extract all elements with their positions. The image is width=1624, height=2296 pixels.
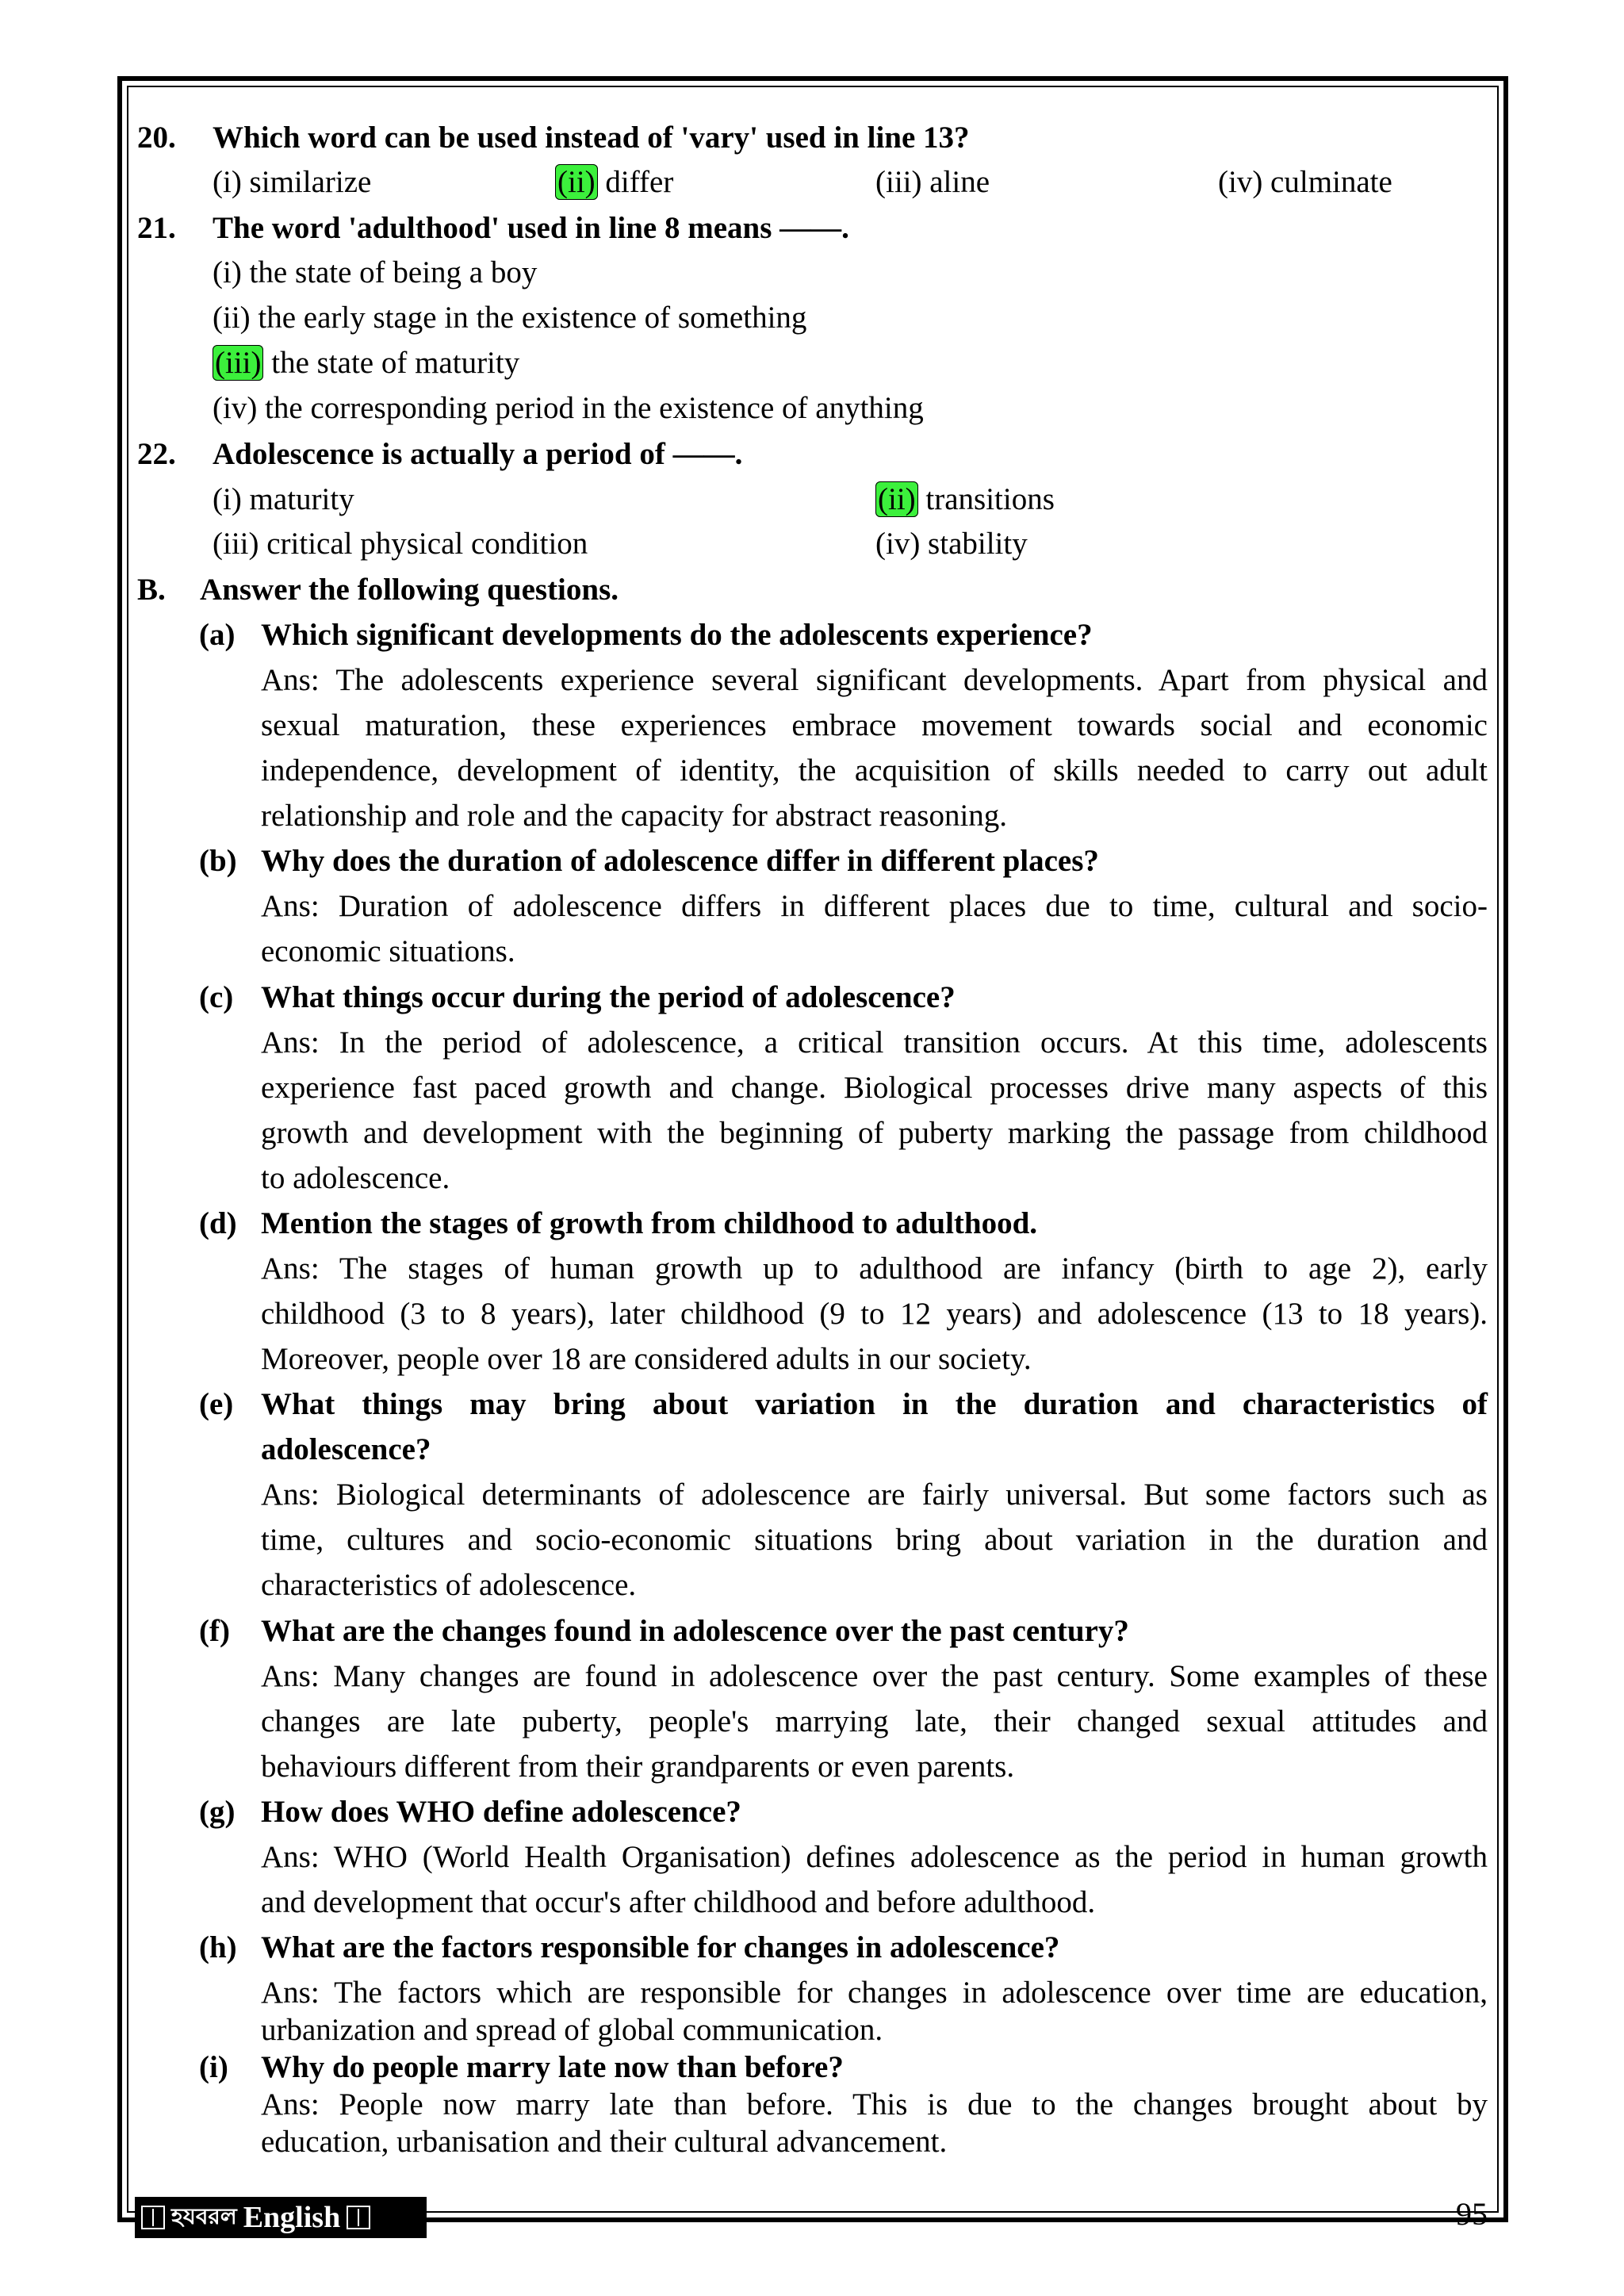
subquestion-text: What things occur during the period of adolescence? xyxy=(261,980,956,1014)
answer-line: changes are late puberty, people's marrying late, their changed sexual attitudes and xyxy=(261,1704,1488,1738)
question-number: 20. xyxy=(137,121,176,155)
section-title: Answer the following questions. xyxy=(200,573,619,607)
option: (i) maturity xyxy=(213,482,354,516)
book-icon xyxy=(347,2206,370,2229)
subquestion-label: (c) xyxy=(199,980,234,1014)
answer-line: Ans: WHO (World Health Organisation) defines adolescence as the period in human growth xyxy=(261,1840,1488,1874)
brand-english: English xyxy=(243,2201,341,2234)
question-number: 21. xyxy=(137,211,176,245)
answer-line: childhood (3 to 8 years), later childhood (9 to 12 years) and adolescence (13 to 18 years). xyxy=(261,1297,1488,1331)
answer-line: Moreover, people over 18 are considered adults in our society. xyxy=(261,1342,1032,1376)
option: (i) the state of being a boy xyxy=(213,255,538,289)
question-text: The word 'adulthood' used in line 8 means ——. xyxy=(213,211,849,245)
answer-line: growth and development with the beginning of puberty marking the passage from childhood xyxy=(261,1116,1488,1150)
question-text: Adolescence is actually a period of ——. xyxy=(213,437,743,471)
answer-line: Ans: The adolescents experience several significant developments. Apart from physical and xyxy=(261,663,1488,697)
subquestion-label: (a) xyxy=(199,618,236,652)
subquestion-text: How does WHO define adolescence? xyxy=(261,1795,741,1829)
option: (i) similarize xyxy=(213,165,372,199)
answer-line: Ans: People now marry late than before. This is due to the changes brought about by xyxy=(261,2087,1488,2122)
page-number: 95 xyxy=(1456,2196,1488,2232)
subquestion-text: Why do people marry late now than before? xyxy=(261,2050,844,2084)
answer-highlight: (iii) xyxy=(213,345,263,381)
option: (iv) the corresponding period in the existence of anything xyxy=(213,391,924,425)
answer-line: Ans: In the period of adolescence, a critical transition occurs. At this time, adolescents xyxy=(261,1025,1488,1060)
answer-line: urbanization and spread of global communication. xyxy=(261,2013,883,2047)
subquestion-label: (i) xyxy=(199,2050,228,2084)
subquestion-text: What are the changes found in adolescence over the past century? xyxy=(261,1614,1129,1648)
section-label: B. xyxy=(137,573,166,607)
answer-line: Ans: Biological determinants of adolescence are fairly universal. But some factors such as xyxy=(261,1478,1488,1512)
answer-line: experience fast paced growth and change. Biological processes drive many aspects of this xyxy=(261,1071,1488,1105)
answer-line: Ans: Duration of adolescence differs in different places due to time, cultural and socio- xyxy=(261,889,1488,923)
subquestion-label: (d) xyxy=(199,1206,237,1240)
subquestion-text: adolescence? xyxy=(261,1432,431,1466)
answer-line: to adolescence. xyxy=(261,1161,450,1195)
option: (iv) stability xyxy=(875,527,1028,561)
subquestion-text: What are the factors responsible for changes in adolescence? xyxy=(261,1930,1060,1964)
answer-line: time, cultures and socio-economic situations bring about variation in the duration and xyxy=(261,1523,1488,1557)
option: (iv) culminate xyxy=(1218,165,1392,199)
option-text: transitions xyxy=(917,482,1055,516)
answer-line: economic situations. xyxy=(261,934,515,968)
subquestion-label: (e) xyxy=(199,1387,234,1421)
answer-line: independence, development of identity, the acquisition of skills needed to carry out adult xyxy=(261,753,1488,788)
answer-line: Ans: The factors which are responsible for changes in adolescence over time are education, xyxy=(261,1976,1488,2010)
option: (iii) critical physical condition xyxy=(213,527,588,561)
answer-line: sexual maturation, these experiences embrace movement towards social and economic xyxy=(261,708,1488,742)
option: (ii) the early stage in the existence of something xyxy=(213,301,807,335)
subquestion-text: Which significant developments do the adolescents experience? xyxy=(261,618,1093,652)
question-text: Which word can be used instead of 'vary' used in line 13? xyxy=(213,121,970,155)
answer-line: Ans: The stages of human growth up to adulthood are infancy (birth to age 2), early xyxy=(261,1251,1488,1286)
subquestion-label: (g) xyxy=(199,1795,236,1829)
answer-highlight: (ii) xyxy=(555,164,598,200)
subquestion-label: (h) xyxy=(199,1930,237,1964)
brand-bengali: হযবরল xyxy=(171,2202,237,2229)
option-correct xyxy=(875,481,1055,519)
answer-line: behaviours different from their grandparents or even parents. xyxy=(261,1750,1015,1784)
answer-line: characteristics of adolescence. xyxy=(261,1568,637,1602)
book-icon xyxy=(141,2206,165,2229)
subquestion-text: What things may bring about variation in the duration and characteristics of xyxy=(261,1387,1488,1421)
answer-highlight: (ii) xyxy=(875,481,918,517)
answer-line: education, urbanisation and their cultural advancement. xyxy=(261,2125,948,2159)
answer-line: relationship and role and the capacity for abstract reasoning. xyxy=(261,799,1008,833)
brand-logo xyxy=(135,2197,427,2238)
question-number: 22. xyxy=(137,437,176,471)
subquestion-label: (b) xyxy=(199,844,237,878)
option-correct xyxy=(555,163,673,201)
answer-line: and development that occur's after childhood and before adulthood. xyxy=(261,1885,1096,1919)
option-correct xyxy=(213,344,519,382)
option: (iii) aline xyxy=(875,165,990,199)
answer-line: Ans: Many changes are found in adolescence over the past century. Some examples of these xyxy=(261,1659,1488,1693)
subquestion-label: (f) xyxy=(199,1614,230,1648)
subquestion-text: Why does the duration of adolescence differ in different places? xyxy=(261,844,1099,878)
option-text: differ xyxy=(597,165,674,199)
subquestion-text: Mention the stages of growth from childhood to adulthood. xyxy=(261,1206,1038,1240)
option-text: the state of maturity xyxy=(263,346,520,380)
